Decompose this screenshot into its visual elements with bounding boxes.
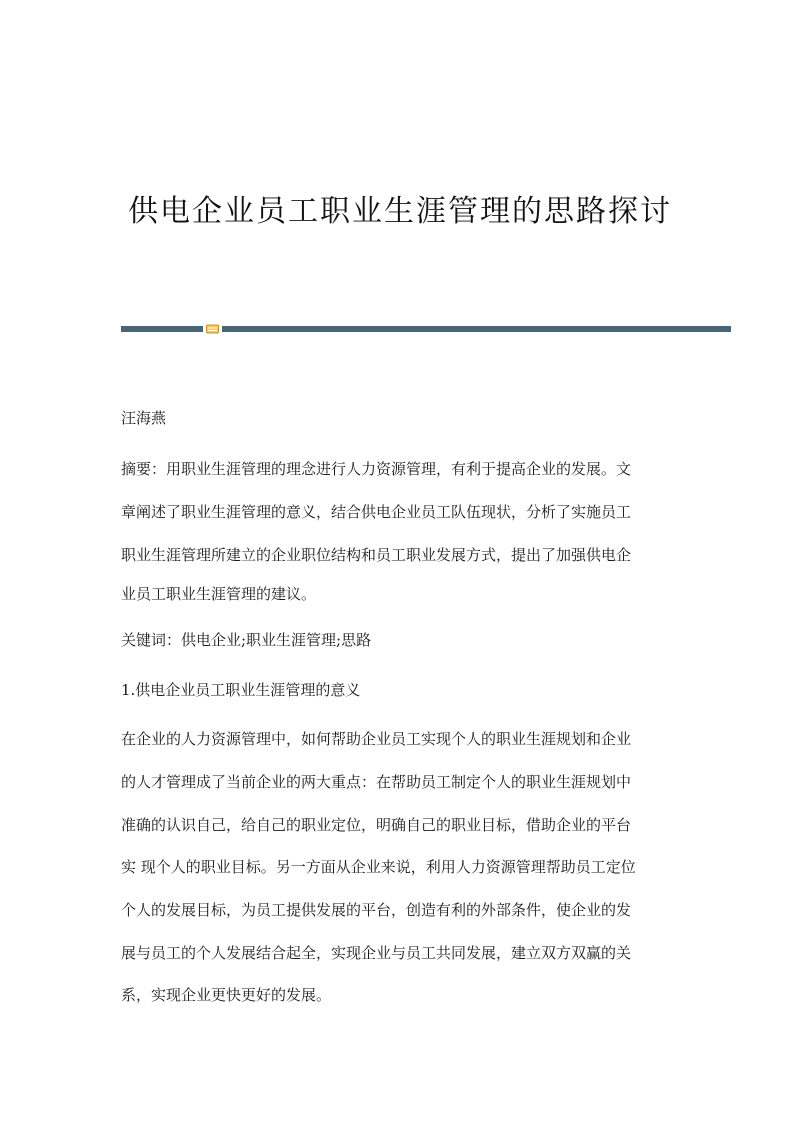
abstract-line: 职业生涯管理所建立的企业职位结构和员工职业发展方式，提出了加强供电企 <box>121 546 632 564</box>
author-name: 汪海燕 <box>121 409 167 427</box>
section-heading: 1.供电企业员工职业生涯管理的意义 <box>121 681 361 699</box>
paragraph-line: 在企业的人力资源管理中，如何帮助企业员工实现个人的职业生涯规划和企业 <box>121 730 632 748</box>
paragraph-line: 系，实现企业更快更好的发展。 <box>121 986 332 1004</box>
title-divider <box>121 326 731 334</box>
abstract-line: 章阐述了职业生涯管理的意义，结合供电企业员工队伍现状，分析了实施员工 <box>121 503 632 521</box>
divider-bar-right <box>222 326 731 332</box>
paragraph-line: 实 现个人的职业目标。另一方面从企业来说，利用人力资源管理帮助员工定位 <box>121 858 636 876</box>
divider-ornament-icon <box>206 324 219 334</box>
paragraph-line: 个人的发展目标，为员工提供发展的平台，创造有利的外部条件，使企业的发 <box>121 901 632 919</box>
divider-bar-left <box>121 326 203 332</box>
paragraph-line: 的人才管理成了当前企业的两大重点：在帮助员工制定个人的职业生涯规划中 <box>121 773 632 791</box>
body-paragraph <box>121 732 681 1002</box>
abstract-line: 业员工职业生涯管理的建议。 <box>121 585 317 603</box>
keywords: 关键词：供电企业;职业生涯管理;思路 <box>121 631 372 649</box>
abstract <box>121 462 681 602</box>
page-title: 供电企业员工职业生涯管理的思路探讨 <box>128 194 672 229</box>
paragraph-line: 展与员工的个人发展结合起全，实现企业与员工共同发展，建立双方双赢的关 <box>121 944 632 962</box>
paragraph-line: 准确的认识自己，给自己的职业定位，明确自己的职业目标，借助企业的平台 <box>121 816 632 834</box>
abstract-line: 摘要：用职业生涯管理的理念进行人力资源管理，有利于提高企业的发展。文 <box>121 460 632 478</box>
